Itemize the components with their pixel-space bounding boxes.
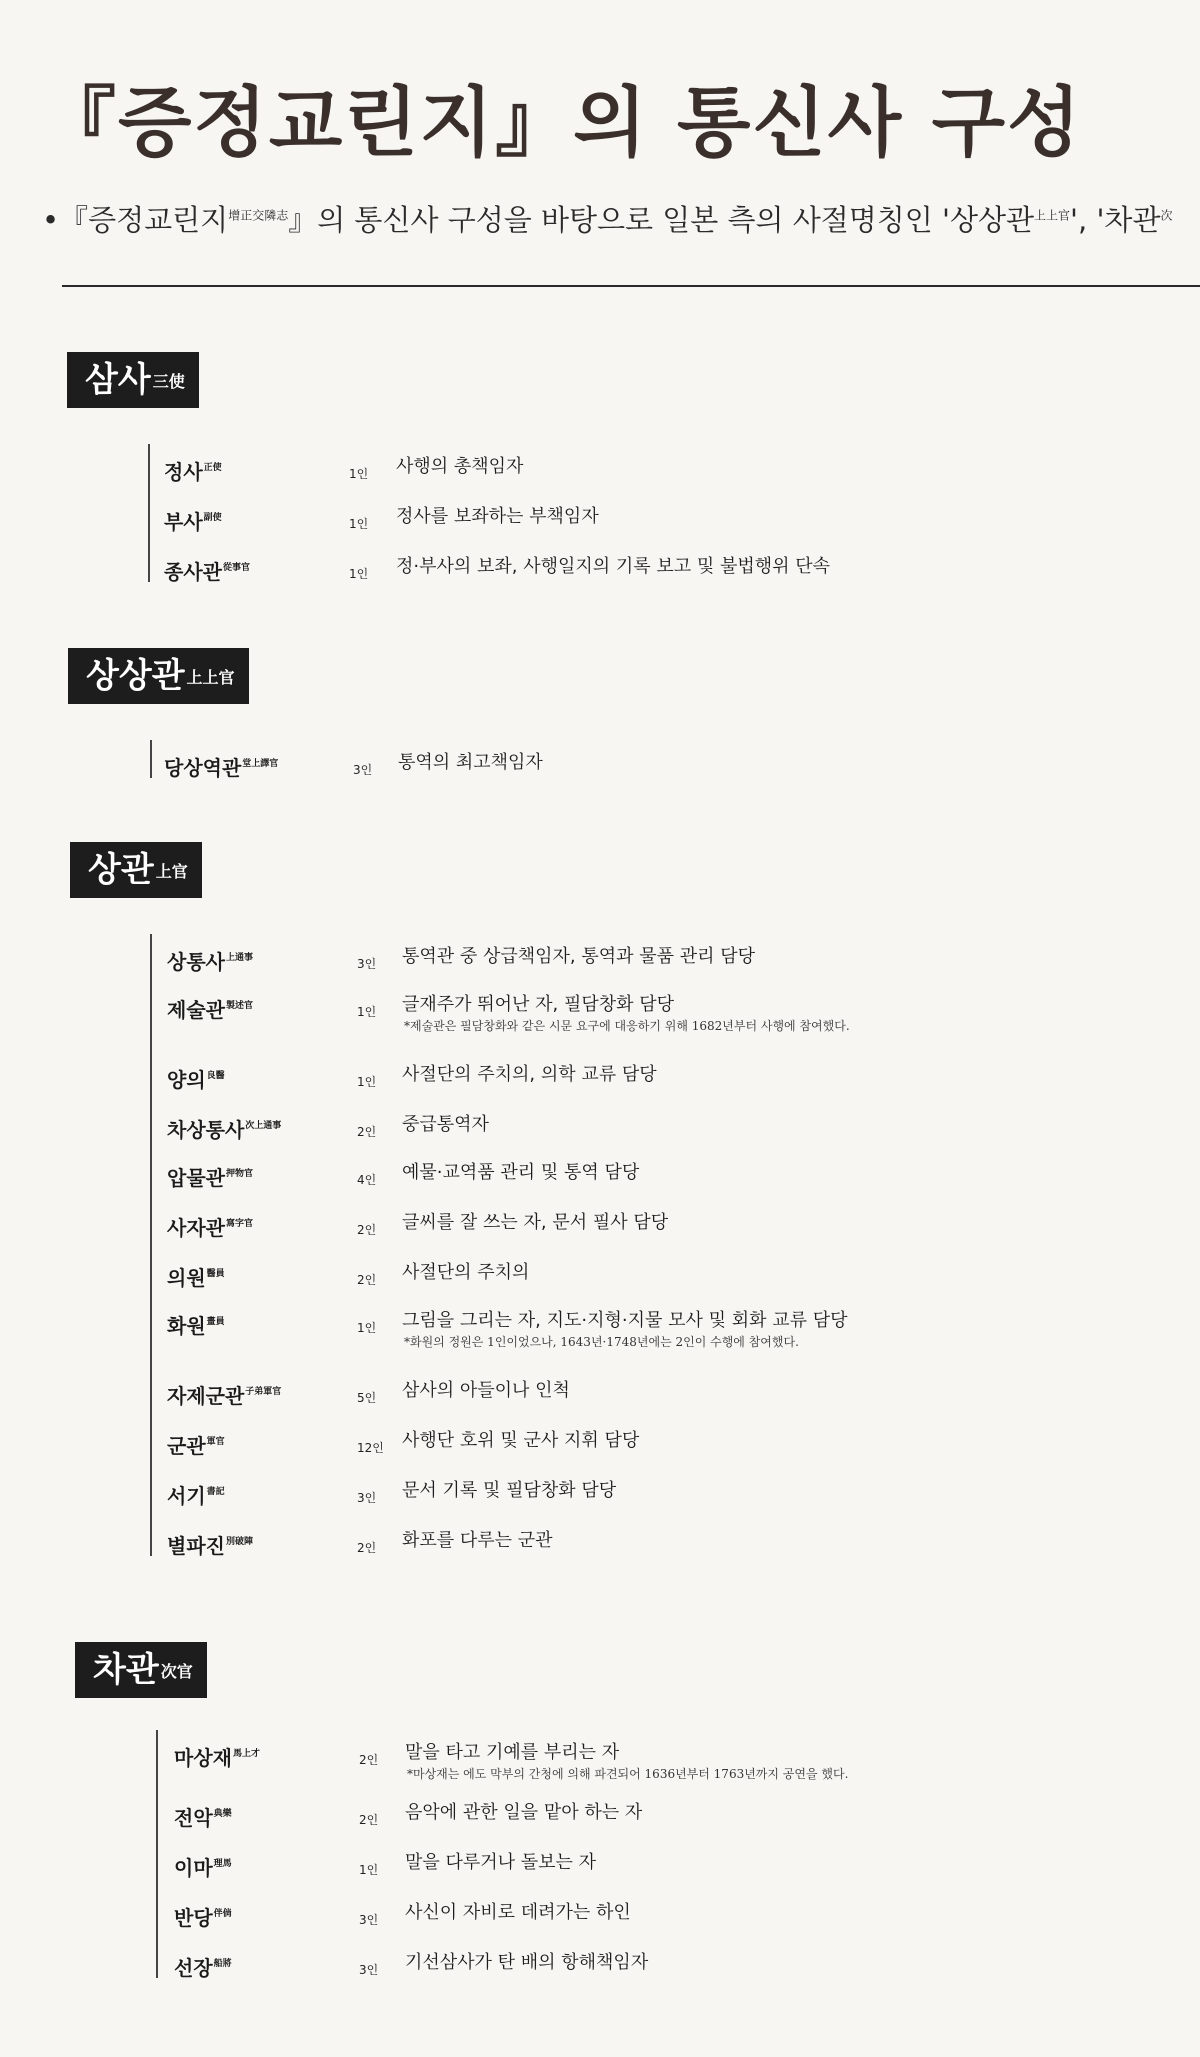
section-label-hanja: 上上官 <box>186 668 235 687</box>
role-name-text: 선장 <box>174 1956 213 1980</box>
list-item <box>0 1530 1200 1574</box>
section-label-hanja: 上官 <box>155 862 188 881</box>
role-description: 사행의 총책임자 <box>396 456 524 477</box>
role-name-text: 상통사 <box>167 950 225 974</box>
role-name <box>164 506 222 535</box>
list-item <box>0 1064 1200 1108</box>
role-count: 1인 <box>349 517 369 531</box>
role-count: 1인 <box>349 567 369 581</box>
role-name-text: 정사 <box>164 460 203 484</box>
role-description: 화포를 다루는 군관 <box>402 1530 553 1551</box>
intro-text <box>42 198 1172 239</box>
role-name-hanja: 堂上譯官 <box>242 759 279 769</box>
role-name-text: 부사 <box>164 510 203 534</box>
role-name-text: 의원 <box>167 1266 206 1290</box>
role-count: 2인 <box>357 1273 377 1287</box>
role-name <box>174 1742 260 1771</box>
role-description: 말을 타고 기예를 부리는 자 <box>405 1742 620 1763</box>
role-description: 중급통역자 <box>402 1114 489 1135</box>
role-name-hanja: 書記 <box>206 1487 225 1497</box>
role-name <box>167 1380 281 1409</box>
role-name <box>167 1530 253 1559</box>
list-item <box>0 1480 1200 1524</box>
list-item <box>0 1310 1200 1354</box>
role-name <box>167 1162 253 1191</box>
role-description: 정사를 보좌하는 부책임자 <box>396 506 599 527</box>
role-count: 2인 <box>359 1753 379 1767</box>
list-item <box>0 752 1200 796</box>
role-count: 3인 <box>357 957 377 971</box>
list-item <box>0 556 1200 600</box>
role-name <box>167 1262 225 1291</box>
list-item <box>0 1952 1200 1996</box>
intro-hanja-2: 上上官 <box>1034 208 1071 223</box>
section-label <box>70 842 202 898</box>
role-name-hanja: 馬上才 <box>232 1749 260 1759</box>
role-name-hanja: 船將 <box>213 1959 232 1969</box>
role-name-hanja: 軍官 <box>206 1437 225 1447</box>
role-name <box>167 994 253 1023</box>
role-name <box>167 1480 225 1509</box>
role-name-hanja: 伴倘 <box>213 1909 232 1919</box>
role-description: 문서 기록 및 필담창화 담당 <box>402 1480 617 1501</box>
role-description: 그림을 그리는 자, 지도·지형·지물 모사 및 회화 교류 담당 <box>402 1310 848 1331</box>
list-item <box>0 1262 1200 1306</box>
intro-part-2: 』의 통신사 구성을 바탕으로 일본 측의 사절명칭인 '상상관 <box>288 203 1035 237</box>
role-name <box>167 1212 253 1241</box>
divider-rule <box>62 285 1200 287</box>
intro-hanja-3: 次 <box>1160 208 1173 223</box>
intro-hanja-1: 增正交隣志 <box>228 208 289 223</box>
list-item <box>0 1742 1200 1786</box>
role-count: 3인 <box>359 1913 379 1927</box>
role-description: 글씨를 잘 쓰는 자, 문서 필사 담당 <box>402 1212 669 1233</box>
role-count: 3인 <box>359 1963 379 1977</box>
section-label <box>67 352 199 408</box>
role-description: 삼사의 아들이나 인척 <box>402 1380 570 1401</box>
role-name <box>174 1952 232 1981</box>
role-count: 1인 <box>357 1005 377 1019</box>
intro-part-3: ', '차관 <box>1070 203 1161 237</box>
role-name-text: 제술관 <box>167 998 225 1022</box>
role-note: *마상재는 에도 막부의 간청에 의해 파견되어 1636년부터 1763년까지 공연을 했다. <box>407 1767 849 1781</box>
role-name <box>164 752 278 781</box>
section-label <box>68 648 249 704</box>
role-name-text: 서기 <box>167 1484 206 1508</box>
role-name-text: 종사관 <box>164 560 222 584</box>
list-item <box>0 1802 1200 1846</box>
role-count: 1인 <box>357 1321 377 1335</box>
role-name-text: 화원 <box>167 1314 206 1338</box>
role-count: 1인 <box>359 1863 379 1877</box>
role-name-hanja: 次上通事 <box>245 1121 282 1131</box>
role-name-text: 양의 <box>167 1068 206 1092</box>
role-description: 사행단 호위 및 군사 지휘 담당 <box>402 1430 640 1451</box>
role-description: 통역관 중 상급책임자, 통역과 물품 관리 담당 <box>402 946 756 967</box>
role-name-text: 군관 <box>167 1434 206 1458</box>
role-count: 5인 <box>357 1391 377 1405</box>
role-count: 4인 <box>357 1173 377 1187</box>
role-description: 정·부사의 보좌, 사행일지의 기록 보고 및 불법행위 단속 <box>396 556 831 577</box>
role-name <box>174 1852 232 1881</box>
role-name-hanja: 寫字官 <box>225 1219 253 1229</box>
role-name-hanja: 畫員 <box>206 1317 225 1327</box>
role-name-text: 반당 <box>174 1906 213 1930</box>
section-label-text: 상상관 <box>86 656 185 696</box>
role-count: 3인 <box>353 763 373 777</box>
role-description: 사신이 자비로 데려가는 하인 <box>405 1902 631 1923</box>
role-name-text: 전악 <box>174 1806 213 1830</box>
role-name <box>174 1802 232 1831</box>
role-name-text: 이마 <box>174 1856 213 1880</box>
role-count: 1인 <box>357 1075 377 1089</box>
role-name-hanja: 典樂 <box>213 1809 232 1819</box>
role-name-hanja: 良醫 <box>206 1071 225 1081</box>
role-name-text: 마상재 <box>174 1746 232 1770</box>
section-label-text: 상관 <box>88 850 154 890</box>
role-description: 말을 다루거나 돌보는 자 <box>405 1852 597 1873</box>
role-count: 2인 <box>357 1541 377 1555</box>
role-note: *화원의 정원은 1인이었으나, 1643년·1748년에는 2인이 수행에 참여했다. <box>404 1335 799 1349</box>
list-item <box>0 1162 1200 1206</box>
role-name <box>174 1902 232 1931</box>
role-count: 2인 <box>359 1813 379 1827</box>
role-name-text: 별파진 <box>167 1534 225 1558</box>
role-name <box>164 556 250 585</box>
section-label-text: 차관 <box>93 1650 159 1690</box>
role-name-hanja: 上通事 <box>225 953 253 963</box>
list-item <box>0 994 1200 1038</box>
bullet: • <box>42 203 60 237</box>
section-label-text: 삼사 <box>85 360 151 400</box>
role-count: 3인 <box>357 1491 377 1505</box>
role-name-hanja: 醫員 <box>206 1269 225 1279</box>
role-name-hanja: 從事官 <box>222 563 250 573</box>
role-description: 사절단의 주치의 <box>402 1262 530 1283</box>
role-name-hanja: 押物官 <box>225 1169 253 1179</box>
list-item <box>0 1114 1200 1158</box>
role-name <box>164 456 222 485</box>
role-name-hanja: 理馬 <box>213 1859 232 1869</box>
section-label-hanja: 三使 <box>152 372 185 391</box>
role-count: 2인 <box>357 1125 377 1139</box>
role-description: 음악에 관한 일을 맡아 하는 자 <box>405 1802 643 1823</box>
role-description: 글재주가 뛰어난 자, 필담창화 담당 <box>402 994 675 1015</box>
role-name <box>167 1310 225 1339</box>
role-name <box>167 1430 225 1459</box>
role-name <box>167 1114 281 1143</box>
role-description: 사절단의 주치의, 의학 교류 담당 <box>402 1064 657 1085</box>
list-item <box>0 946 1200 990</box>
list-item <box>0 456 1200 500</box>
role-count: 1인 <box>349 467 369 481</box>
role-name-text: 사자관 <box>167 1216 225 1240</box>
role-name-hanja: 子弟軍官 <box>245 1387 282 1397</box>
role-count: 12인 <box>357 1441 384 1455</box>
role-name-hanja: 製述官 <box>225 1001 253 1011</box>
role-name-text: 차상통사 <box>167 1118 245 1142</box>
role-name <box>167 946 253 975</box>
list-item <box>0 1380 1200 1424</box>
list-item <box>0 1852 1200 1896</box>
role-description: 통역의 최고책임자 <box>398 752 543 773</box>
list-item <box>0 1212 1200 1256</box>
role-name-hanja: 別破陣 <box>225 1537 253 1547</box>
role-name <box>167 1064 225 1093</box>
list-item <box>0 1902 1200 1946</box>
role-name-hanja: 正使 <box>203 463 222 473</box>
role-name-hanja: 副使 <box>203 513 222 523</box>
role-count: 2인 <box>357 1223 377 1237</box>
page-title: 『증정교린지』의 통신사 구성 <box>40 78 1083 167</box>
section-label-hanja: 次官 <box>160 1662 193 1681</box>
section-label <box>75 1642 207 1698</box>
role-description: 예물·교역품 관리 및 통역 담당 <box>402 1162 640 1183</box>
list-item <box>0 1430 1200 1474</box>
role-description: 기선삼사가 탄 배의 항해책임자 <box>405 1952 649 1973</box>
role-name-text: 압물관 <box>167 1166 225 1190</box>
role-name-text: 자제군관 <box>167 1384 245 1408</box>
role-note: *제술관은 필담창화와 같은 시문 요구에 대응하기 위해 1682년부터 사행에 참여했다. <box>404 1019 850 1033</box>
list-item <box>0 506 1200 550</box>
intro-part-1: 『증정교린지 <box>59 203 229 237</box>
role-name-text: 당상역관 <box>164 756 242 780</box>
